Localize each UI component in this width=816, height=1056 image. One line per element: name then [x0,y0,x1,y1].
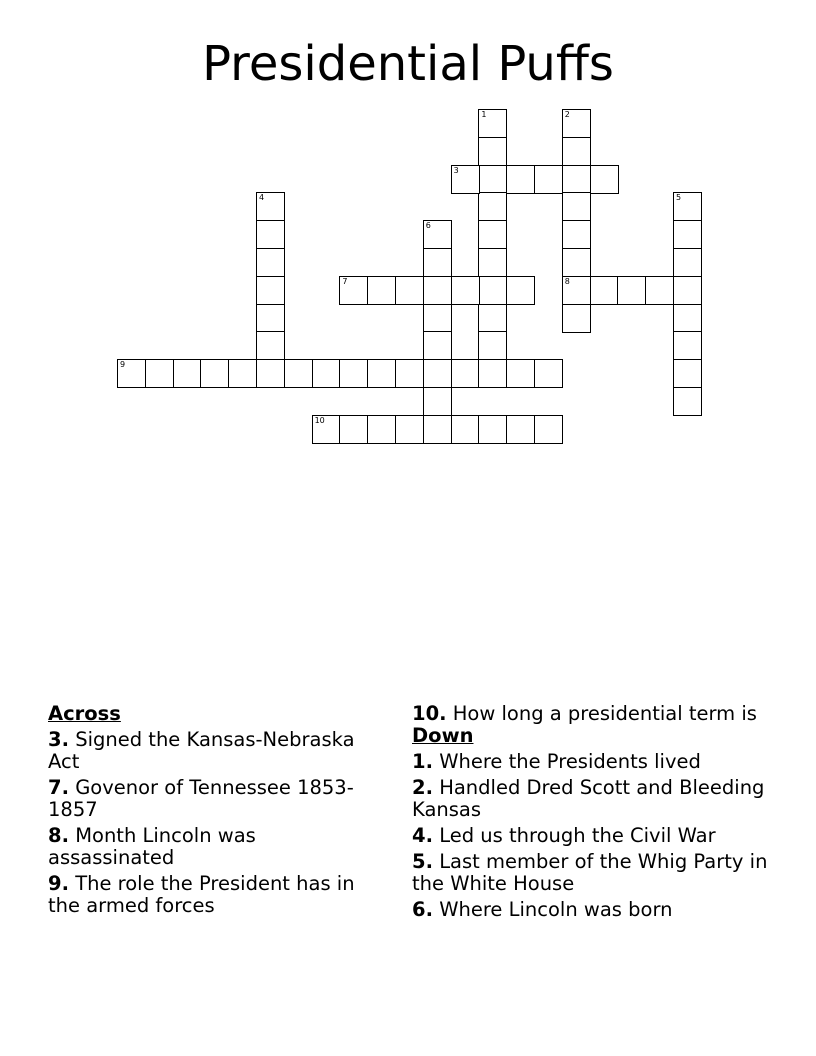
clue-down-2 [412,777,772,821]
grid-cell[interactable] [451,165,480,194]
clue-down-6 [412,899,772,921]
clue-number-label: 5 [676,193,682,203]
grid-cell[interactable] [478,415,507,444]
grid-cell[interactable] [423,331,452,360]
grid-cell[interactable] [673,248,702,277]
clue-number: 4. [412,824,433,847]
grid-cell[interactable] [673,220,702,249]
grid-cell[interactable] [534,165,563,194]
grid-cell[interactable] [673,331,702,360]
clue-number-label: 7 [342,276,348,286]
grid-cell[interactable] [478,331,507,360]
clue-across-8 [48,825,388,869]
crossword-grid [0,0,816,460]
clues-left-column [48,703,388,917]
grid-cell[interactable] [478,304,507,333]
grid-cell[interactable] [423,276,452,305]
clue-text: Signed the Kansas-Nebraska Act [48,728,355,773]
across-heading: Across [48,702,121,725]
grid-cell[interactable] [367,415,396,444]
grid-cell[interactable] [478,359,507,388]
clue-text: Where the Presidents lived [439,750,701,773]
grid-cell[interactable] [312,415,341,444]
grid-cell[interactable] [200,359,229,388]
grid-cell[interactable] [173,359,202,388]
grid-cell[interactable] [117,359,146,388]
clue-number: 10. [412,702,447,725]
grid-cell[interactable] [451,415,480,444]
grid-cell[interactable] [478,109,507,138]
clue-number-label: 10 [314,415,325,425]
clue-number: 3. [48,728,69,751]
grid-cell[interactable] [423,220,452,249]
grid-cell[interactable] [478,165,507,194]
grid-cell[interactable] [256,192,285,221]
grid-cell[interactable] [312,359,341,388]
clue-down-5 [412,851,772,895]
grid-cell[interactable] [506,415,535,444]
clue-number-label: 3 [453,165,459,175]
clue-across-9 [48,873,388,917]
clue-number-label: 9 [120,360,126,370]
clue-text: Govenor of Tennessee 1853-1857 [48,776,354,821]
grid-cell[interactable] [395,359,424,388]
grid-cell[interactable] [451,359,480,388]
grid-cell[interactable] [534,415,563,444]
grid-cell[interactable] [478,276,507,305]
clue-down-1 [412,751,772,773]
grid-cell[interactable] [562,220,591,249]
clue-text: How long a presidential term is [452,702,757,725]
grid-cell[interactable] [395,276,424,305]
clue-number-label: 1 [481,110,487,119]
puzzle-title: Presidential Puffs [202,36,614,92]
grid-cell[interactable] [395,415,424,444]
clue-text: Last member of the Whig Party in the White House [412,850,768,895]
clue-number: 9. [48,872,69,895]
grid-cell[interactable] [423,387,452,416]
clue-number-label: 6 [425,221,431,231]
clue-text: Month Lincoln was assassinated [48,824,256,869]
grid-cell[interactable] [339,415,368,444]
clue-down-4 [412,825,772,847]
clue-text: Where Lincoln was born [439,898,673,921]
clue-number-label: 8 [564,276,570,286]
grid-cell[interactable] [617,276,646,305]
grid-cell[interactable] [256,276,285,305]
grid-cell[interactable] [478,220,507,249]
clue-text: Handled Dred Scott and Bleeding Kansas [412,776,765,821]
grid-cell[interactable] [590,276,619,305]
grid-cell[interactable] [562,192,591,221]
grid-cell[interactable] [506,165,535,194]
clue-across-7 [48,777,388,821]
grid-cell[interactable] [562,137,591,166]
clue-number: 7. [48,776,69,799]
grid-cell[interactable] [367,276,396,305]
grid-cell[interactable] [256,304,285,333]
clues-right-column [412,703,772,921]
grid-cell[interactable] [256,359,285,388]
grid-cell[interactable] [590,165,619,194]
clue-number-label: 2 [564,110,570,119]
grid-cell[interactable] [339,276,368,305]
clue-number: 5. [412,850,433,873]
grid-cell[interactable] [673,387,702,416]
grid-cell[interactable] [145,359,174,388]
grid-cell[interactable] [423,359,452,388]
grid-cell[interactable] [284,359,313,388]
grid-cell[interactable] [228,359,257,388]
grid-cell[interactable] [478,248,507,277]
grid-cell[interactable] [478,137,507,166]
grid-cell[interactable] [673,276,702,305]
clue-text: Led us through the Civil War [439,824,716,847]
clue-across-3 [48,729,388,773]
grid-cell[interactable] [506,359,535,388]
grid-cell[interactable] [423,304,452,333]
clue-across-10 [412,703,772,725]
grid-cell[interactable] [423,415,452,444]
grid-cell[interactable] [562,276,591,305]
grid-cell[interactable] [673,359,702,388]
grid-cell[interactable] [562,109,591,138]
clue-number: 2. [412,776,433,799]
grid-cell[interactable] [256,248,285,277]
grid-cell[interactable] [423,248,452,277]
grid-cell[interactable] [673,304,702,333]
clue-number: 8. [48,824,69,847]
grid-cell[interactable] [506,276,535,305]
grid-cell[interactable] [451,276,480,305]
grid-cell[interactable] [478,192,507,221]
grid-cell[interactable] [645,276,674,305]
down-heading: Down [412,724,474,747]
grid-cell[interactable] [256,220,285,249]
clue-number-label: 4 [259,193,265,203]
grid-cell[interactable] [562,248,591,277]
grid-cell[interactable] [562,304,591,333]
grid-cell[interactable] [256,331,285,360]
clue-number: 6. [412,898,433,921]
grid-cell[interactable] [673,192,702,221]
clue-number: 1. [412,750,433,773]
grid-cell[interactable] [534,359,563,388]
grid-cell[interactable] [339,359,368,388]
clue-text: The role the President has in the armed forces [48,872,355,917]
grid-cell[interactable] [367,359,396,388]
grid-cell[interactable] [562,165,591,194]
